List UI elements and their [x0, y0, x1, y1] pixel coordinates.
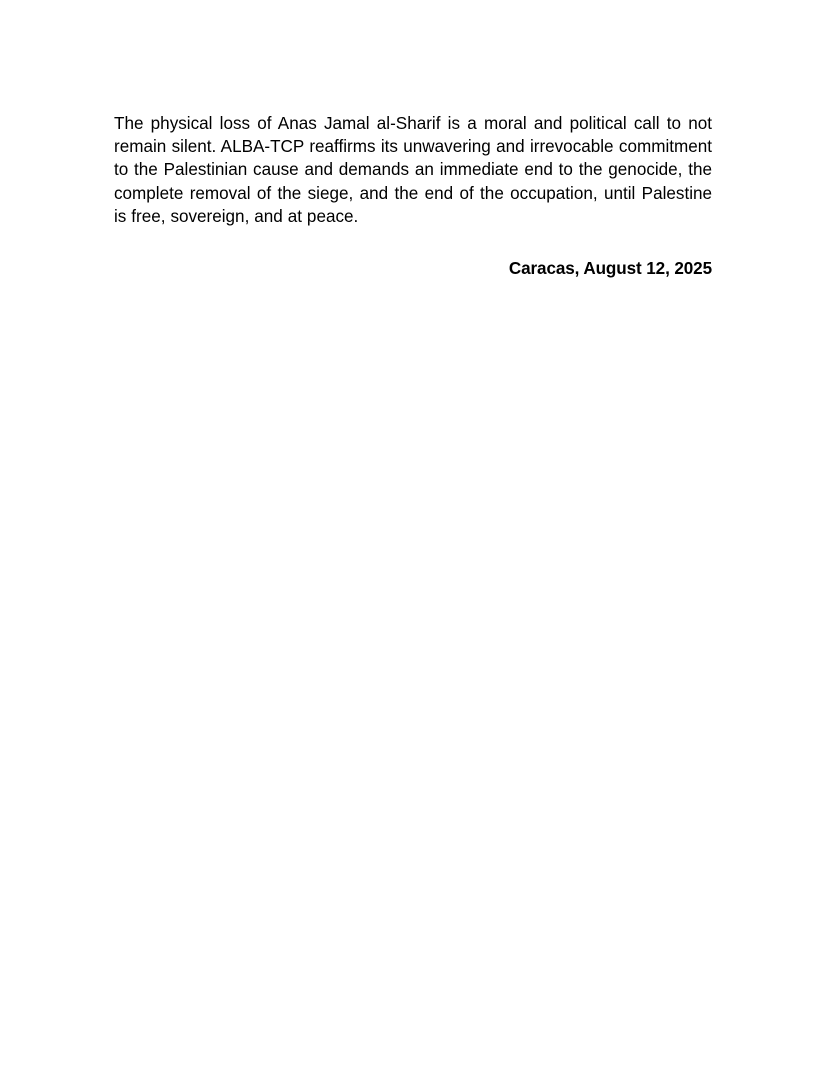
document-content-block	[114, 112, 712, 280]
dateline: Caracas, August 12, 2025	[508, 259, 712, 279]
body-paragraph: The physical loss of Anas Jamal al-Sharif is a moral and political call to not remain silent. ALBA-TCP reaffirms its unwavering and irrevocable commitment to the Palestinian cause and demands an immediate end to the genocide, the complete removal of the siege, and the end of the occupation, until Palestine is free, sovereign, and at peace.	[114, 114, 712, 226]
